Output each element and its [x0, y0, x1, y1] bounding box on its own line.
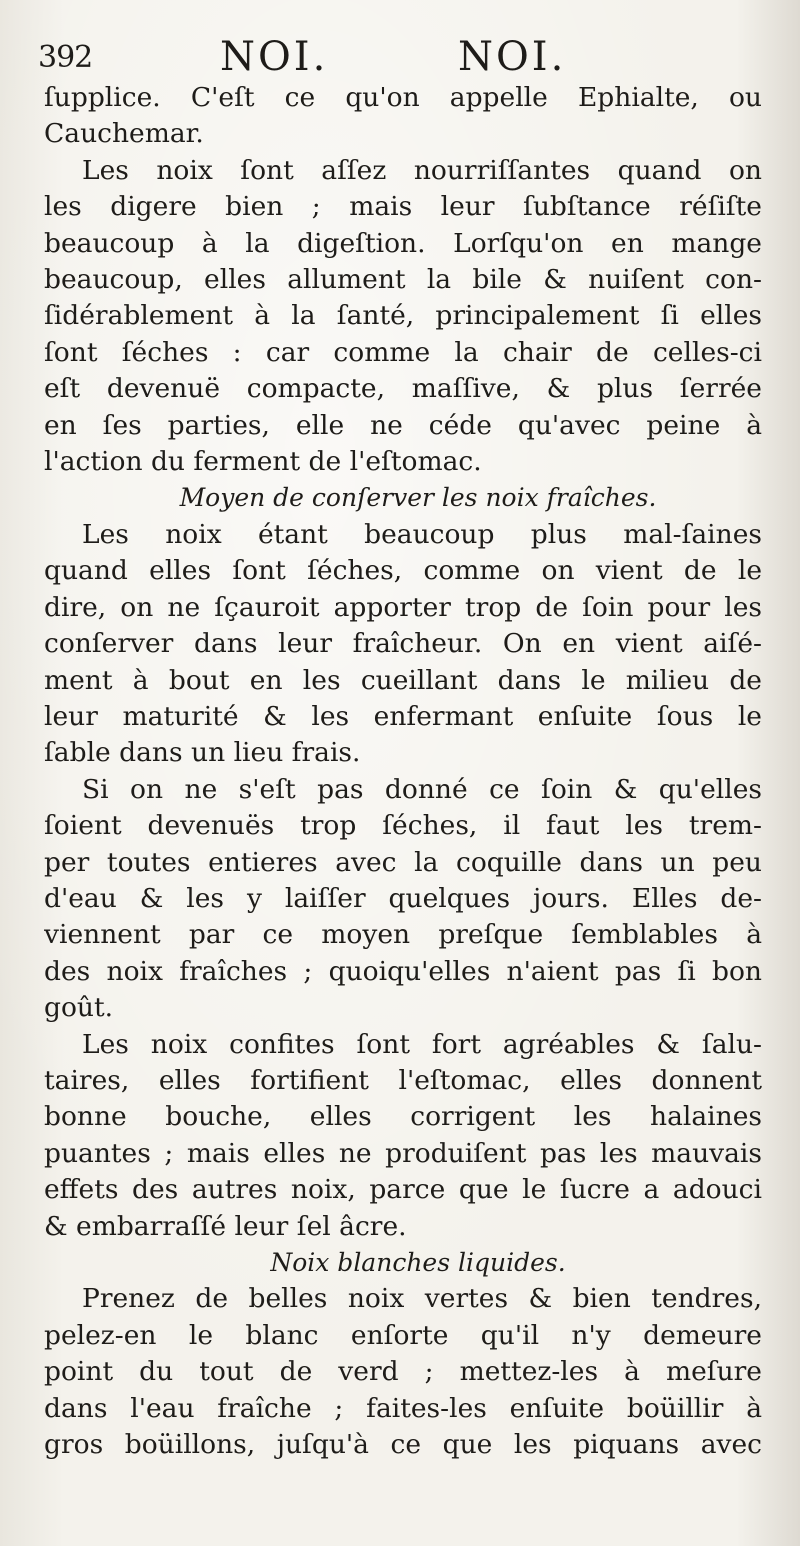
paragraph: [44, 772, 762, 1027]
text-line: l'action du ferment de l'eſtomac.: [44, 446, 482, 478]
text-line: quand elles ſont ſéches, comme on vient de le: [44, 555, 762, 587]
text-line: beaucoup à la digeſtion. Lorſqu'on en mange: [44, 227, 762, 259]
paragraph: [44, 80, 762, 153]
text-line: conſerver dans leur fraîcheur. On en vient aiſé-: [44, 628, 762, 660]
text-line: bonne bouche, elles corrigent les halaines: [44, 1101, 762, 1133]
page-number: 392: [38, 40, 93, 75]
text-line: gros boüillons, juſqu'à ce que les piquans avec: [44, 1429, 762, 1461]
section-heading: Moyen de conſerver les noix fraîches.: [179, 483, 657, 513]
text-line: Les noix ſont aſſez nourriſſantes quand on: [82, 154, 762, 186]
text-line: Cauchemar.: [44, 118, 204, 150]
text-line: goût.: [44, 992, 114, 1024]
text-line: puantes ; mais elles ne produiſent pas les mauvais: [44, 1137, 762, 1169]
text-line: ſupplice. C'eſt ce qu'on appelle Ephialte, ou: [44, 82, 762, 113]
text-line: en ſes parties, elle ne céde qu'avec peine à: [44, 409, 762, 441]
running-head-right: NOI.: [458, 34, 567, 80]
text-line: eſt devenuë compacte, maſſive, & plus ſerrée: [44, 373, 762, 405]
text-line: ſidérablement à la ſanté, principalement ſi elles: [44, 300, 762, 332]
text-line: ſoient devenuës trop ſéches, il faut les trem-: [44, 810, 762, 842]
text-line: taires, elles fortifient l'eſtomac, elles donnent: [44, 1064, 762, 1096]
text-line: d'eau & les y laiſſer quelques jours. Elles de-: [44, 882, 762, 914]
text-line: & embarraſſé leur ſel âcre.: [44, 1210, 407, 1242]
paragraph: [44, 1281, 762, 1463]
text-line: pelez-en le blanc enſorte qu'il n'y demeure: [44, 1319, 762, 1351]
text-line: leur maturité & les enfermant enſuite ſous le: [44, 700, 762, 732]
text-line: les digere bien ; mais leur ſubſtance réſiſte: [44, 191, 762, 223]
text-line: ſont ſéches : car comme la chair de celles-ci: [44, 336, 762, 368]
text-line: effets des autres noix, parce que le ſucre a adouci: [44, 1174, 762, 1206]
text-line: per toutes entieres avec la coquille dans un peu: [44, 846, 762, 878]
text-line: ſable dans un lieu frais.: [44, 737, 361, 769]
text-line: beaucoup, elles allument la bile & nuiſent con-: [44, 264, 762, 296]
running-head-left: NOI.: [220, 34, 329, 80]
section-heading: Noix blanches liquides.: [270, 1248, 566, 1277]
paragraph: [44, 153, 762, 481]
text-line: Les noix confites ſont fort agréables & ſalu-: [82, 1028, 762, 1060]
text-line: des noix fraîches ; quoiqu'elles n'aient pas ſi bon: [44, 955, 762, 987]
text-line: ment à bout en les cueillant dans le milieu de: [44, 664, 762, 696]
text-line: Prenez de belles noix vertes & bien tendres,: [82, 1283, 762, 1315]
paragraph: [44, 517, 762, 772]
text-line: Si on ne s'eſt pas donné ce ſoin & qu'elles: [82, 773, 762, 805]
text-line: dans l'eau fraîche ; faites-les enſuite boüillir à: [44, 1392, 762, 1424]
paragraph: [44, 1027, 762, 1245]
page-body: [44, 80, 762, 1463]
text-line: point du tout de verd ; mettez-les à meſure: [44, 1356, 762, 1388]
text-line: Les noix étant beaucoup plus mal-ſaines: [82, 518, 762, 550]
text-line: viennent par ce moyen preſque ſemblables à: [44, 919, 762, 951]
text-line: dire, on ne ſçauroit apporter trop de ſoin pour les: [44, 591, 762, 623]
